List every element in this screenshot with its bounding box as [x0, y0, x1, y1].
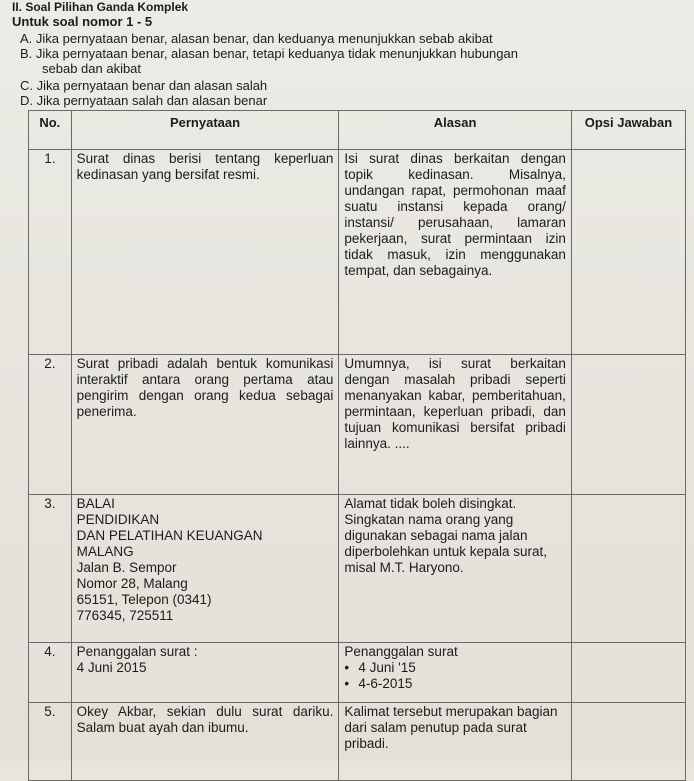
- statement-cell: Okey Akbar, sekian dulu surat dariku. Salam buat ayah dan ibumu.: [71, 703, 339, 781]
- answer-cell[interactable]: [571, 495, 685, 643]
- section-title: II. Soal Pilihan Ganda Komplek: [12, 0, 189, 14]
- answer-cell[interactable]: [571, 703, 685, 781]
- row-number: 1.: [29, 150, 72, 355]
- table-row: [29, 643, 686, 703]
- address-line: 65151, Telepon (0341): [76, 592, 212, 607]
- instruction-subtitle: Untuk soal nomor 1 - 5: [12, 14, 153, 29]
- header-reason: Alasan: [339, 111, 572, 150]
- table-row: [29, 495, 686, 643]
- option-d: D. Jika pernyataan salah dan alasan benar: [20, 93, 268, 108]
- statement-cell: Surat dinas berisi tentang keperluan kedinasan yang bersifat resmi.: [71, 150, 339, 355]
- header-no: No.: [29, 111, 72, 150]
- address-line: BALAI: [76, 496, 115, 511]
- row-number: 4.: [29, 643, 72, 703]
- option-a: A. Jika pernyataan benar, alasan benar, dan keduanya menunjukkan sebab akibat: [20, 31, 493, 46]
- question-table: [28, 110, 686, 781]
- answer-cell[interactable]: [571, 643, 685, 703]
- list-item: • 4 Juni '15: [344, 660, 566, 676]
- answer-cell[interactable]: [571, 355, 685, 495]
- table-row: [29, 150, 686, 355]
- address-line: Nomor 28, Malang: [76, 576, 188, 591]
- address-line: 776345, 725511: [76, 608, 174, 623]
- row-number: 5.: [29, 703, 72, 781]
- statement-cell: Surat pribadi adalah bentuk komunikasi interaktif antara orang pertama atau pengirim dengan orang kedua sebagai penerima.: [71, 355, 339, 495]
- address-line: MALANG: [76, 544, 134, 559]
- row-number: 2.: [29, 355, 72, 495]
- reason-cell: [339, 643, 572, 703]
- statement-cell: [71, 643, 339, 703]
- address-line: DAN PELATIHAN KEUANGAN: [76, 528, 263, 543]
- statement-line: 4 Juni 2015: [76, 660, 147, 675]
- reason-cell: Umumnya, isi surat berkaitan dengan masalah pribadi seperti menanyakan kabar, pemberitahuan, permintaan, keperluan pribadi, dan tujuan komunikasi bersifat pribadi lainnya. ....: [339, 355, 572, 495]
- reason-cell: Kalimat tersebut merupakan bagian dari salam penutup pada surat pribadi.: [339, 703, 572, 781]
- table-row: [29, 355, 686, 495]
- option-b-continued: sebab dan akibat: [42, 61, 142, 76]
- answer-cell[interactable]: [571, 150, 685, 355]
- row-number: 3.: [29, 495, 72, 643]
- address-line: Jalan B. Sempor: [76, 560, 177, 575]
- reason-cell: Isi surat dinas berkaitan dengan topik kedinasan. Misalnya, undangan rapat, permohonan maaf suatu instansi kepada orang/ instansi/ perusahaan, lamaran pekerjaan, surat permintaan izin tidak masuk, izin menggunakan tempat, dan sebagainya.: [339, 150, 572, 355]
- option-b: B. Jika pernyataan benar, alasan benar, tetapi keduanya tidak menunjukkan hubungan: [20, 46, 518, 61]
- table-row: [29, 703, 686, 781]
- header-statement: Pernyataan: [71, 111, 339, 150]
- reason-cell: Alamat tidak boleh disingkat. Singkatan nama orang yang digunakan sebagai nama jalan diperbolehkan untuk kepala surat, misal M.T. Haryono.: [339, 495, 572, 643]
- reason-list: [344, 660, 566, 692]
- reason-title: Penanggalan surat: [344, 644, 458, 659]
- address-line: PENDIDIKAN: [76, 512, 160, 527]
- table-header-row: [29, 111, 686, 150]
- header-answer: Opsi Jawaban: [571, 111, 685, 150]
- list-item: • 4-6-2015: [344, 676, 566, 692]
- option-c: C. Jika pernyataan benar dan alasan salah: [20, 78, 268, 93]
- statement-line: Penanggalan surat :: [76, 644, 198, 659]
- statement-cell: [71, 495, 339, 643]
